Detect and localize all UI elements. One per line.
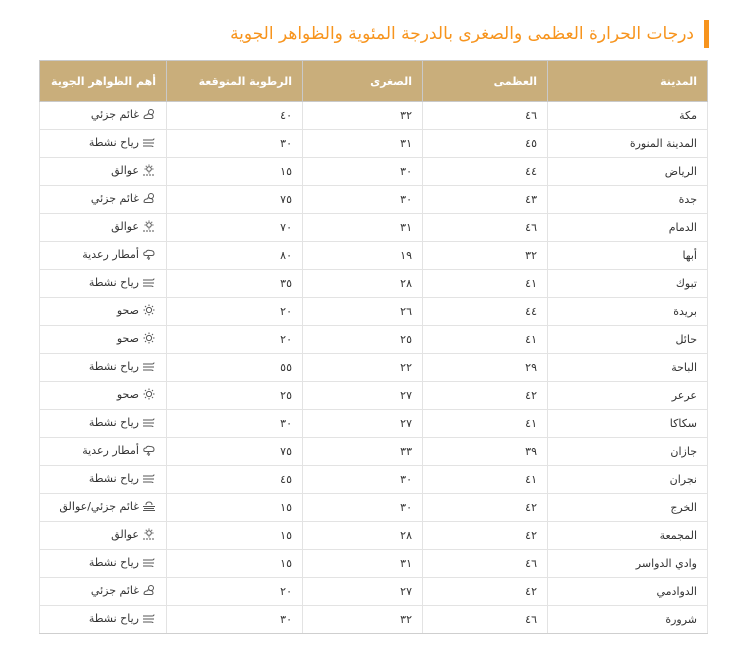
weather-label: عوالق [111,527,139,541]
min-temp-cell: ٣١ [303,130,423,158]
max-temp-cell: ٤١ [423,466,548,494]
dust-icon [142,164,156,176]
min-temp-cell: ٣٠ [303,158,423,186]
max-temp-cell: ٤٣ [423,186,548,214]
city-cell: شرورة [548,606,708,634]
weather-label: أمطار رعدية [82,443,139,457]
city-cell: تبوك [548,270,708,298]
weather-cell [40,382,167,410]
min-temp-cell: ٢٧ [303,578,423,606]
city-cell: أبها [548,242,708,270]
min-temp-cell: ٣٠ [303,494,423,522]
city-cell: الدوادمي [548,578,708,606]
max-temp-cell: ٤١ [423,270,548,298]
humidity-cell: ٣٠ [167,130,303,158]
humidity-cell: ٨٠ [167,242,303,270]
max-temp-cell: ٤٤ [423,158,548,186]
table-row [40,606,708,634]
weather-phenomenon [91,108,156,121]
table-row [40,326,708,354]
max-temp-cell: ٢٩ [423,354,548,382]
table-row [40,410,708,438]
weather-cell [40,186,167,214]
humidity-cell: ٢٠ [167,578,303,606]
wind-icon [142,276,156,288]
weather-cell [40,270,167,298]
weather-phenomenon [89,276,156,289]
humidity-cell: ٢٠ [167,298,303,326]
partly-cloudy-icon [142,108,156,120]
weather-label: غائم جزئي/عوالق [59,499,139,513]
city-cell: سكاكا [548,410,708,438]
city-cell: وادي الدواسر [548,550,708,578]
city-cell: مكة [548,102,708,130]
weather-cell [40,214,167,242]
min-temp-cell: ٣٣ [303,438,423,466]
humidity-cell: ١٥ [167,158,303,186]
weather-label: أمطار رعدية [82,247,139,261]
weather-cell [40,606,167,634]
header-city: المدينة [548,61,708,102]
weather-label: عوالق [111,219,139,233]
table-row [40,522,708,550]
weather-phenomenon [111,220,156,233]
humidity-cell: ٣٠ [167,606,303,634]
min-temp-cell: ١٩ [303,242,423,270]
max-temp-cell: ٤٦ [423,606,548,634]
city-cell: الخرج [548,494,708,522]
table-row [40,438,708,466]
weather-phenomenon [89,612,156,625]
weather-phenomenon [82,248,156,261]
header-max: العظمى [423,61,548,102]
weather-label: عوالق [111,163,139,177]
wind-icon [142,556,156,568]
max-temp-cell: ٤٢ [423,522,548,550]
city-cell: جدة [548,186,708,214]
city-cell: بريدة [548,298,708,326]
table-row [40,214,708,242]
city-cell: المدينة المنورة [548,130,708,158]
weather-cell [40,298,167,326]
clear-icon [142,304,156,316]
thunderstorm-icon [142,444,156,456]
humidity-cell: ١٥ [167,550,303,578]
table-header-row [40,61,708,102]
weather-phenomenon [111,164,156,177]
weather-cell [40,354,167,382]
weather-phenomenon [89,136,156,149]
city-cell: الرياض [548,158,708,186]
min-temp-cell: ٣٠ [303,186,423,214]
weather-label: رياح نشطة [88,611,139,625]
weather-label: رياح نشطة [88,415,139,429]
table-row [40,158,708,186]
weather-phenomenon [117,388,156,401]
city-cell: الباحة [548,354,708,382]
max-temp-cell: ٤٢ [423,578,548,606]
humidity-cell: ٣٠ [167,410,303,438]
max-temp-cell: ٤٥ [423,130,548,158]
weather-label: رياح نشطة [88,135,139,149]
max-temp-cell: ٤٦ [423,102,548,130]
weather-cell [40,550,167,578]
max-temp-cell: ٤٦ [423,550,548,578]
table-row [40,466,708,494]
weather-phenomenon [91,192,156,205]
dust-icon [142,528,156,540]
table-row [40,270,708,298]
weather-label: غائم جزئي [90,107,139,121]
min-temp-cell: ٣٠ [303,466,423,494]
weather-label: رياح نشطة [88,471,139,485]
thunderstorm-icon [142,248,156,260]
weather-phenomenon [111,528,156,541]
humidity-cell: ١٥ [167,522,303,550]
page-title: درجات الحرارة العظمى والصغرى بالدرجة المئوية والظواهر الجوية [230,24,694,44]
max-temp-cell: ٤٢ [423,494,548,522]
humidity-cell: ٤٠ [167,102,303,130]
weather-phenomenon [91,584,156,597]
weather-label: رياح نشطة [88,359,139,373]
city-cell: حائل [548,326,708,354]
min-temp-cell: ٣١ [303,214,423,242]
weather-phenomenon [59,500,156,513]
weather-phenomenon [89,416,156,429]
min-temp-cell: ٢٨ [303,270,423,298]
max-temp-cell: ٤٦ [423,214,548,242]
wind-icon [142,136,156,148]
weather-label: غائم جزئي [90,583,139,597]
city-cell: عرعر [548,382,708,410]
weather-cell [40,326,167,354]
header-humidity: الرطوبة المتوقعة [167,61,303,102]
table-row [40,102,708,130]
min-temp-cell: ٢٧ [303,382,423,410]
weather-label: رياح نشطة [88,275,139,289]
wind-icon [142,612,156,624]
max-temp-cell: ٤٢ [423,382,548,410]
weather-phenomenon [89,360,156,373]
header-min: الصغرى [303,61,423,102]
weather-cell [40,242,167,270]
humidity-cell: ٢٥ [167,382,303,410]
city-cell: المجمعة [548,522,708,550]
min-temp-cell: ٢٦ [303,298,423,326]
table-row [40,130,708,158]
partly-cloudy-icon [142,584,156,596]
min-temp-cell: ٢٢ [303,354,423,382]
table-row [40,298,708,326]
header-weather: أهم الظواهر الجوية [40,61,167,102]
min-temp-cell: ٢٥ [303,326,423,354]
weather-label: صحو [116,331,139,345]
weather-label: رياح نشطة [88,555,139,569]
wind-icon [142,472,156,484]
min-temp-cell: ٢٧ [303,410,423,438]
partly-cloudy-icon [142,192,156,204]
weather-label: غائم جزئي [90,191,139,205]
table-row [40,242,708,270]
humidity-cell: ٧٥ [167,186,303,214]
max-temp-cell: ٤١ [423,326,548,354]
table-row [40,550,708,578]
city-cell: جازان [548,438,708,466]
weather-cell [40,438,167,466]
weather-cell [40,578,167,606]
max-temp-cell: ٣٩ [423,438,548,466]
table-row [40,186,708,214]
humidity-cell: ٧٥ [167,438,303,466]
weather-label: صحو [116,387,139,401]
weather-cell [40,158,167,186]
weather-phenomenon [117,332,156,345]
haze-icon [142,500,156,512]
humidity-cell: ١٥ [167,494,303,522]
weather-phenomenon [89,472,156,485]
humidity-cell: ٧٠ [167,214,303,242]
humidity-cell: ٤٥ [167,466,303,494]
weather-cell [40,130,167,158]
humidity-cell: ٥٥ [167,354,303,382]
weather-cell [40,410,167,438]
weather-phenomenon [117,304,156,317]
weather-cell [40,102,167,130]
wind-icon [142,360,156,372]
weather-label: صحو [116,303,139,317]
table-row [40,382,708,410]
city-cell: الدمام [548,214,708,242]
max-temp-cell: ٣٢ [423,242,548,270]
title-bar [230,20,709,48]
weather-phenomenon [89,556,156,569]
min-temp-cell: ٣٢ [303,606,423,634]
max-temp-cell: ٤٤ [423,298,548,326]
min-temp-cell: ٣١ [303,550,423,578]
humidity-cell: ٣٥ [167,270,303,298]
weather-cell [40,466,167,494]
weather-cell [40,522,167,550]
clear-icon [142,388,156,400]
dust-icon [142,220,156,232]
min-temp-cell: ٢٨ [303,522,423,550]
weather-phenomenon [82,444,156,457]
humidity-cell: ٢٠ [167,326,303,354]
table-row [40,494,708,522]
city-cell: نجران [548,466,708,494]
clear-icon [142,332,156,344]
min-temp-cell: ٣٢ [303,102,423,130]
table-row [40,354,708,382]
max-temp-cell: ٤١ [423,410,548,438]
weather-cell [40,494,167,522]
weather-table [39,60,708,634]
table-row [40,578,708,606]
wind-icon [142,416,156,428]
